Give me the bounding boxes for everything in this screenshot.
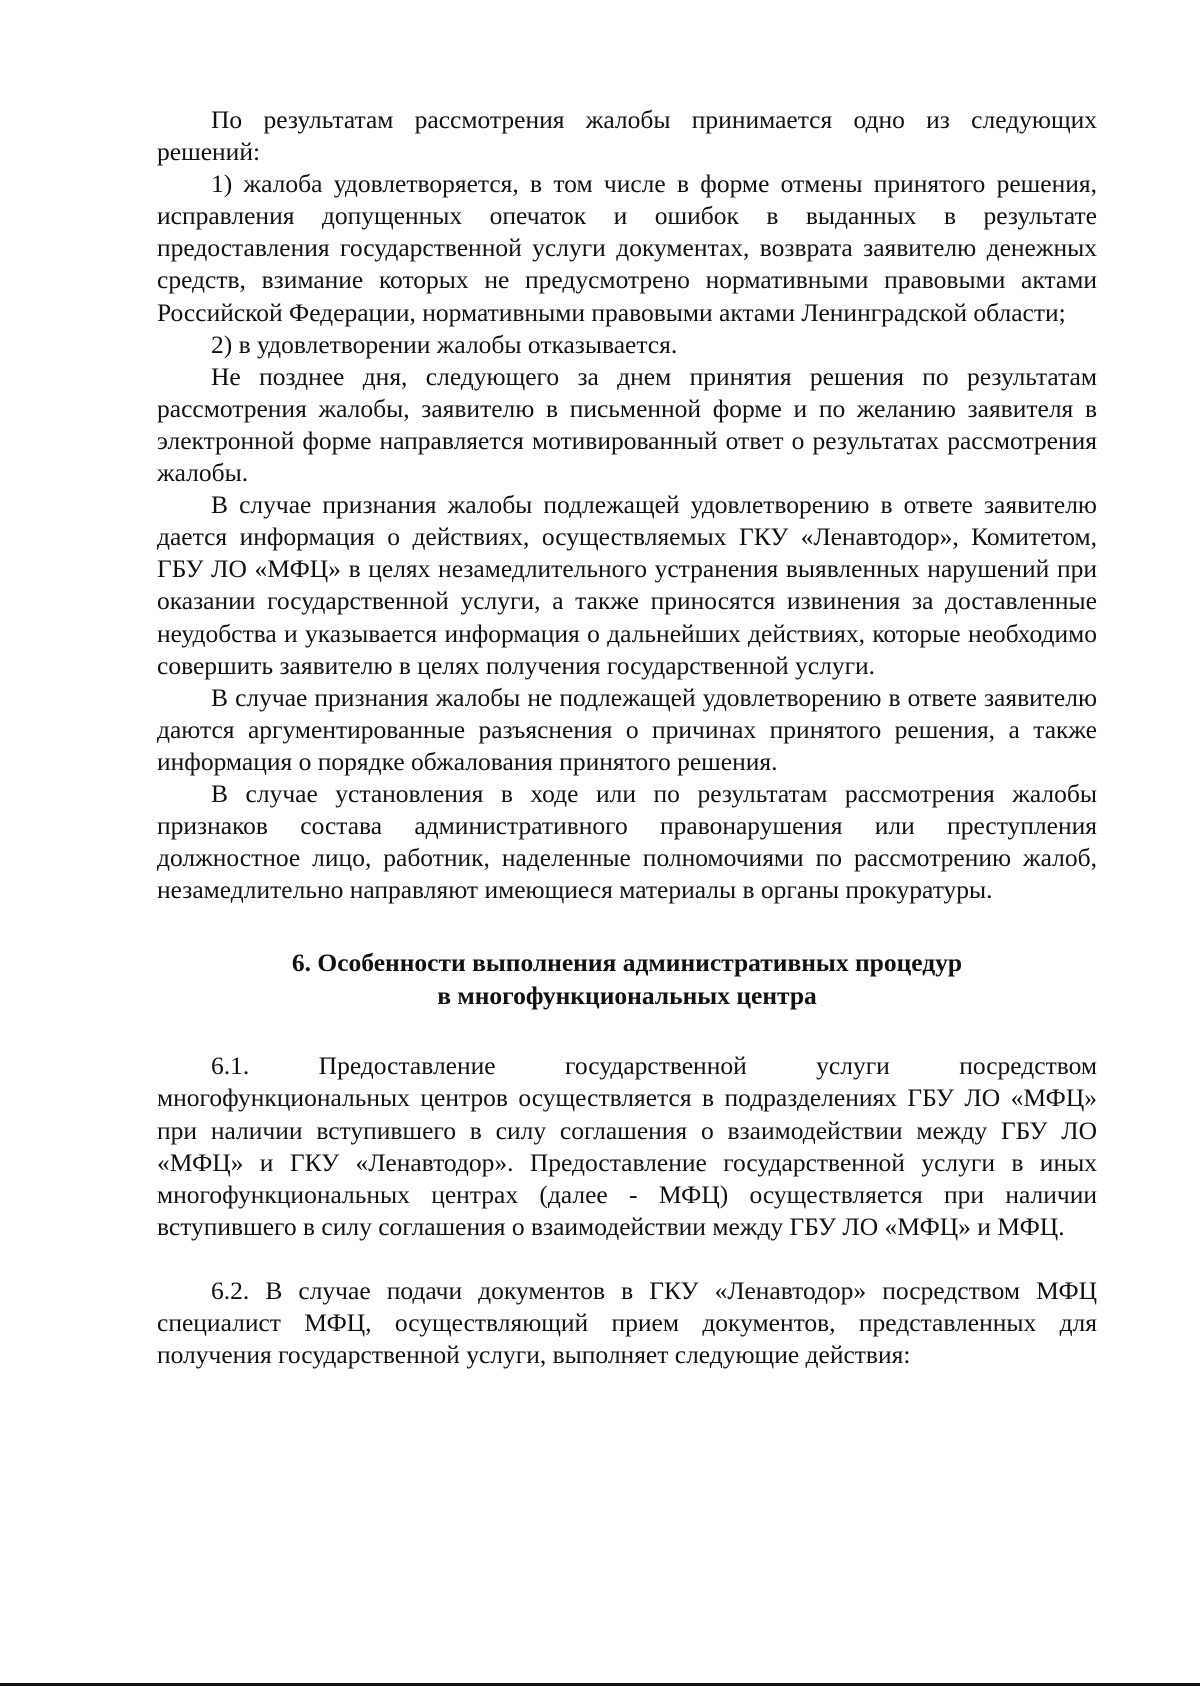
paragraph-refusal-response: В случае признания жалобы не подлежащей удовлетворению в ответе заявителю даются аргументированные разъяснения о причинах принятого решения, а также информация о порядке обжалования принятого решения. xyxy=(157,682,1097,776)
paragraph-decision-intro: По результатам рассмотрения жалобы принимается одно из следующих решений: xyxy=(157,105,1097,167)
paragraph-complaint-refused: 2) в удовлетворении жалобы отказывается. xyxy=(211,329,678,359)
paragraph-6-2: 6.2. В случае подачи документов в ГКУ «Ленавтодор» посредством МФЦ специалист МФЦ, осуществляющий прием документов, представленных для получения государственной услуги, выполняет следующие действия: xyxy=(157,1275,1097,1370)
section-heading-line-1: 6. Особенности выполнения административных процедур xyxy=(291,948,963,978)
paragraph-response-deadline: Не позднее дня, следующего за днем принятия решения по результатам рассмотрения жалобы, заявителю в письменной форме и по желанию заявителя в электронной форме направляется мотивированный ответ о результатах рассмотрения жалобы. xyxy=(157,361,1097,488)
paragraph-prosecution-referral: В случае установления в ходе или по результатам рассмотрения жалобы признаков состава административного правонарушения или преступления должностное лицо, работник, наделенные полномочиями по рассмотрению жалоб, незамедлительно направляют имеющиеся материалы в органы прокуратуры. xyxy=(157,778,1097,905)
paragraph-complaint-satisfied: 1) жалоба удовлетворяется, в том числе в форме отмены принятого решения, исправления допущенных опечаток и ошибок в выданных в результате предоставления государственной услуги документах, возврата заявителю денежных средств, взимание которых не предусмотрено нормативными правовыми актами Российской Федерации, нормативными правовыми актами Ленинградской области; xyxy=(157,169,1097,327)
section-heading-line-2: в многофункциональных центра xyxy=(437,981,817,1011)
section-heading xyxy=(157,946,1097,1012)
paragraph-6-1: 6.1. Предоставление государственной услуги посредством многофункциональных центров осуществляется в подразделениях ГБУ ЛО «МФЦ» при наличии вступившего в силу соглашения о взаимодействии между ГБУ ЛО «МФЦ» и ГКУ «Ленавтодор». Предоставление государственной услуги в иных многофункциональных центрах (далее - МФЦ) осуществляется при наличии вступившего в силу соглашения о взаимодействии между ГБУ ЛО «МФЦ» и МФЦ. xyxy=(157,1051,1097,1241)
paragraph-satisfaction-response: В случае признания жалобы подлежащей удовлетворению в ответе заявителю дается информация о действиях, осуществляемых ГКУ «Ленавтодор», Комитетом, ГБУ ЛО «МФЦ» в целях незамедлительного устранения выявленных нарушений при оказании государственной услуги, а также приносятся извинения за доставленные неудобства и указывается информация о дальнейших действиях, которые необходимо совершить заявителю в целях получения государственной услуги. xyxy=(157,490,1097,680)
document-page xyxy=(157,104,1097,1371)
bottom-border-line xyxy=(0,1683,1200,1686)
